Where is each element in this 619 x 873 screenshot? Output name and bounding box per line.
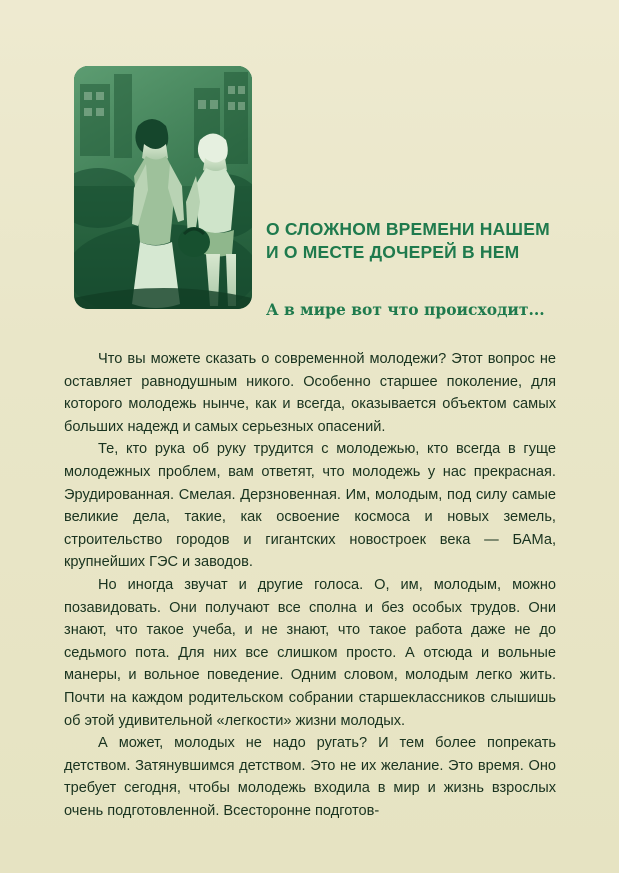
page-title-line-1: О СЛОЖНОМ ВРЕМЕНИ НАШЕМ [266,219,550,239]
two-young-women-illustration [74,66,252,309]
page-title-line-2: И О МЕСТЕ ДОЧЕРЕЙ В НЕМ [266,242,520,262]
article-body [64,348,556,822]
page-title [266,218,582,264]
page-bottom-fade [0,860,619,873]
body-paragraph-3: Но иногда звучат и другие голоса. О, им, молодым, можно позавидовать. Они получают все сполна и без особых трудов. Они знают, что такое учеба, и не знают, что такое работа даже не до седьмого пота. Для них все слишком просто. А отсюда и вольные манеры, и вольное поведение. Одним словом, молодым легко жить. Почти на каждом родительском собрании старшеклассников слышишь об этой удивительной «легкости» жизни молодых. [64,576,556,729]
body-paragraph-2: Те, кто рука об руку трудится с молодежью, кто всегда в гуще молодежных проблем, вам ответят, что молодежь у нас прекрасная. Эрудированная. Смелая. Дерзновенная. Им, молодым, под силу самые великие дела, такие, как освоение космоса и новых земель, строительство городов и гигантских новостроек века — БАМа, крупнейших ГЭС и заводов. [64,441,556,571]
body-paragraph-1: Что вы можете сказать о современной молодежи? Этот вопрос не оставляет равнодушным никого. Особенно старшее поколение, для которого молодежь нынче, как и всегда, оказывается объектом самых больших надежд и самых серьезных опасений. [64,351,556,435]
illustration-svg [74,66,252,309]
page-subtitle: А в мире вот что происходит... [266,300,545,319]
body-paragraph-4: А может, молодых не надо ругать? И тем более попрекать детством. Затянувшимся детством. Это не их желание. Это время. Оно требует сегодня, чтобы молодежь входила в мир и жизнь взрослых очень подготовленной. Всесторонне подготов- [64,735,556,819]
